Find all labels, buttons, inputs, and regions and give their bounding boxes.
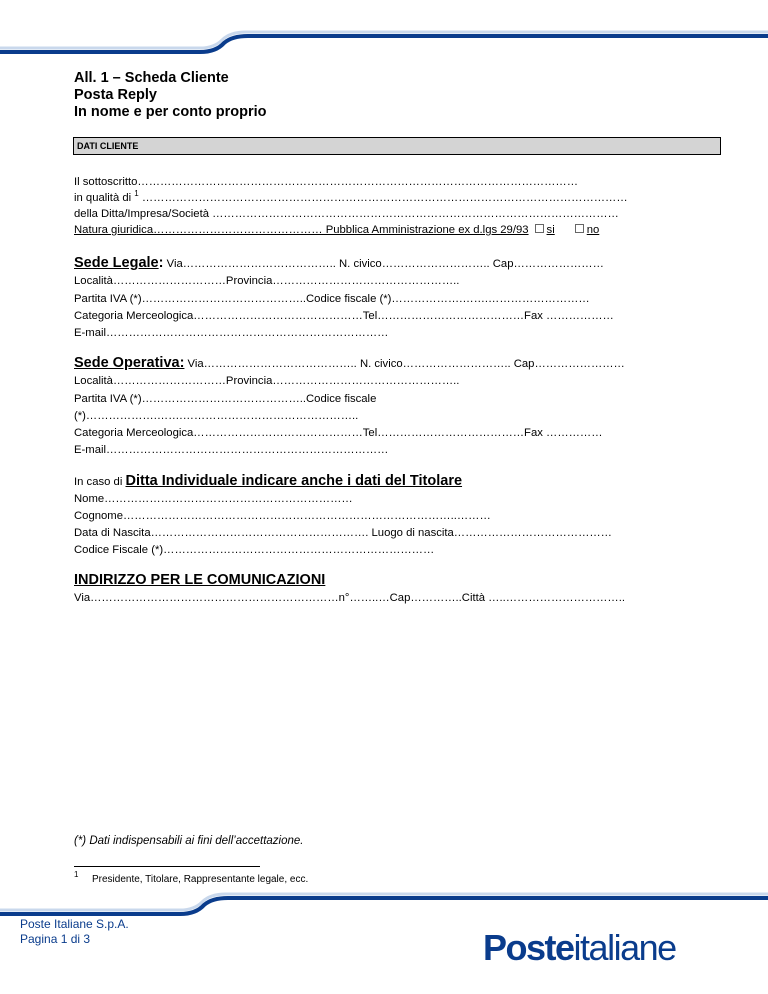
natura-giuridica-label: Natura giuridica……………………………………… Pubblica Amministrazione ex d.lgs 29/93 [74, 224, 529, 236]
footnote-ref: 1 [134, 189, 139, 199]
footer-info [20, 917, 129, 947]
titolare-heading-row [74, 474, 462, 489]
sede-legale-localita[interactable]: Località…………………………Provincia………………………………………….. [74, 275, 460, 287]
sede-operativa-via: Via………………………………….. N. civico……………………….. Cap…………………… [184, 358, 625, 370]
page-number: Pagina 1 di 3 [20, 932, 91, 946]
sede-legale-via: Via………………………………….. N. civico……………………….. Cap…………………… [163, 258, 604, 270]
footnote-divider [74, 866, 260, 867]
sede-operativa-heading: Sede Operativa: [74, 355, 185, 371]
natura-giuridica-field[interactable] [74, 223, 599, 237]
title-line-1: All. 1 – Scheda Cliente [74, 70, 229, 86]
sede-legale-email[interactable]: E-mail………………………………………………………………… [74, 327, 389, 339]
titolare-prefix: In caso di [74, 476, 126, 488]
title-line-3: In nome e per conto proprio [74, 104, 267, 120]
titolare-heading: Ditta Individuale indicare anche i dati del Titolare [125, 473, 463, 489]
sede-operativa-localita[interactable]: Località…………………………Provincia………………………………………….. [74, 375, 460, 387]
poste-italiane-logo: Posteitaliane [483, 927, 676, 968]
checkbox-si-label: si [546, 224, 555, 236]
titolare-codice-fiscale[interactable]: Codice Fiscale (*)……………………………………………………………… [74, 544, 435, 556]
title-line-2: Posta Reply [74, 87, 157, 103]
sede-legale-heading: Sede Legale [74, 255, 159, 271]
checkbox-si[interactable] [535, 224, 544, 233]
required-note: (*) Dati indispensabili ai fini dell’accettazione. [74, 835, 304, 847]
footer-band [0, 890, 768, 920]
sede-legale-categoria[interactable]: Categoria Merceologica………………………………………Tel…………………………………Fax ……………… [74, 310, 614, 322]
sede-operativa-email[interactable]: E-mail………………………………………………………………… [74, 444, 389, 456]
ditta-field[interactable]: della Ditta/Impresa/Società ……………………………………………………………………………………………… [74, 208, 619, 220]
footnote-number: 1 [74, 870, 79, 879]
qualita-field[interactable] [74, 191, 628, 205]
sede-operativa-codice-fiscale[interactable]: (*)……………….…….……………………………………….. [74, 410, 359, 422]
sede-operativa-partita-iva[interactable]: Partita IVA (*)……………………………………..Codice fiscale [74, 393, 377, 405]
sede-operativa-via-row[interactable] [74, 356, 625, 371]
sede-legale-partita-iva[interactable]: Partita IVA (*)……………………………………..Codice fiscale (*)……………….…….……………………… [74, 293, 590, 305]
titolare-nascita[interactable]: Data di Nascita…………………………………………………. Luogo di nascita…………………………………… [74, 527, 612, 539]
checkbox-no-label: no [586, 224, 600, 236]
titolare-cognome[interactable]: Cognome……………………………………………………………………………..……… [74, 510, 491, 522]
indirizzo-heading: INDIRIZZO PER LE COMUNICAZIONI [74, 572, 326, 588]
titolare-nome[interactable]: Nome………………………………………………………… [74, 493, 353, 505]
qualita-label: in qualità di [74, 192, 132, 204]
section-dati-cliente: DATI CLIENTE [73, 137, 721, 155]
header-band [0, 28, 768, 58]
checkbox-no[interactable] [575, 224, 584, 233]
footer-company: Poste Italiane S.p.A. [20, 917, 129, 931]
sottoscritto-field[interactable]: Il sottoscritto……………………………………………………………………………………………………… [74, 176, 578, 188]
sede-legale-via-row[interactable]: Sede Legale: Via………………………………….. N. civico……………………….. Cap…………………… [74, 255, 604, 271]
document-title [74, 70, 267, 121]
qualita-dots: ………………………………………………………………………………………………………………… [138, 192, 628, 204]
indirizzo-via[interactable]: Via…………………………………………………………n°……..…Cap…………..Città …..………………………….. [74, 592, 625, 604]
footnote-text: Presidente, Titolare, Rappresentante legale, ecc. [92, 874, 309, 885]
sede-operativa-categoria[interactable]: Categoria Merceologica………………………………………Tel…………………………………Fax …………… [74, 427, 603, 439]
